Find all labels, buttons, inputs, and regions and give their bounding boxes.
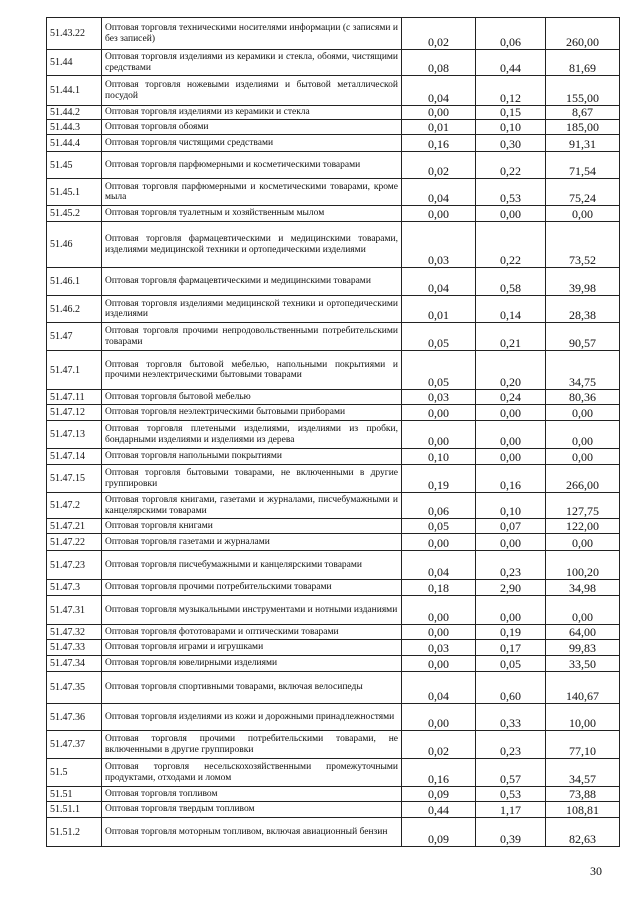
table-row xyxy=(47,787,620,802)
table-row xyxy=(47,323,620,351)
row-value-3: 71,54 xyxy=(546,152,620,179)
table-row xyxy=(47,818,620,847)
row-value-3: 108,81 xyxy=(546,802,620,818)
row-code: 51.47.11 xyxy=(47,390,102,405)
row-value-1: 0,03 xyxy=(402,222,476,268)
row-name: Оптовая торговля спортивными товарами, включая велосипеды xyxy=(102,672,402,704)
row-code: 51.47.15 xyxy=(47,465,102,493)
row-value-3: 99,83 xyxy=(546,640,620,656)
row-value-3: 82,63 xyxy=(546,818,620,847)
row-code: 51.45.2 xyxy=(47,206,102,222)
table-row xyxy=(47,135,620,152)
row-value-2: 0,12 xyxy=(476,76,546,106)
table-row xyxy=(47,493,620,519)
row-value-1: 0,04 xyxy=(402,76,476,106)
row-name: Оптовая торговля ювелирными изделиями xyxy=(102,656,402,672)
row-code: 51.5 xyxy=(47,759,102,787)
row-value-3: 155,00 xyxy=(546,76,620,106)
page-number: 30 xyxy=(590,864,602,878)
row-code: 51.47.33 xyxy=(47,640,102,656)
row-value-3: 0,00 xyxy=(546,405,620,421)
row-code: 51.47.37 xyxy=(47,731,102,759)
row-value-3: 33,50 xyxy=(546,656,620,672)
row-name: Оптовая торговля обоями xyxy=(102,120,402,135)
row-value-1: 0,09 xyxy=(402,787,476,802)
table-row xyxy=(47,76,620,106)
row-code: 51.51.2 xyxy=(47,818,102,847)
row-value-1: 0,04 xyxy=(402,179,476,206)
table-row xyxy=(47,449,620,465)
row-value-3: 80,36 xyxy=(546,390,620,405)
row-value-2: 0,15 xyxy=(476,106,546,120)
row-code: 51.44.4 xyxy=(47,135,102,152)
row-value-3: 0,00 xyxy=(546,534,620,551)
row-value-2: 0,60 xyxy=(476,672,546,704)
row-value-3: 127,75 xyxy=(546,493,620,519)
row-value-2: 0,14 xyxy=(476,296,546,323)
table-row xyxy=(47,421,620,449)
table-row xyxy=(47,206,620,222)
row-value-3: 34,57 xyxy=(546,759,620,787)
row-value-1: 0,08 xyxy=(402,50,476,76)
table-row xyxy=(47,18,620,50)
row-value-2: 0,00 xyxy=(476,421,546,449)
row-code: 51.44.1 xyxy=(47,76,102,106)
row-value-1: 0,18 xyxy=(402,580,476,596)
row-name: Оптовая торговля ножевыми изделиями и бытовой металлической посудой xyxy=(102,76,402,106)
row-value-3: 0,00 xyxy=(546,206,620,222)
row-name: Оптовая торговля фармацевтическими и медицинскими товарами, изделиями медицинской техники и ортопедическими изделиями xyxy=(102,222,402,268)
table-row xyxy=(47,405,620,421)
row-value-3: 75,24 xyxy=(546,179,620,206)
row-value-1: 0,16 xyxy=(402,759,476,787)
row-name: Оптовая торговля парфюмерными и косметическими товарами xyxy=(102,152,402,179)
row-code: 51.47.36 xyxy=(47,704,102,731)
row-value-2: 0,19 xyxy=(476,625,546,640)
row-value-3: 266,00 xyxy=(546,465,620,493)
row-value-2: 0,53 xyxy=(476,179,546,206)
table-row xyxy=(47,152,620,179)
row-value-2: 0,00 xyxy=(476,534,546,551)
row-value-1: 0,06 xyxy=(402,493,476,519)
row-code: 51.51 xyxy=(47,787,102,802)
row-code: 51.47.13 xyxy=(47,421,102,449)
row-name: Оптовая торговля чистящими средствами xyxy=(102,135,402,152)
table-row xyxy=(47,656,620,672)
row-code: 51.47.1 xyxy=(47,351,102,390)
row-value-2: 0,00 xyxy=(476,449,546,465)
row-value-3: 185,00 xyxy=(546,120,620,135)
row-value-2: 0,00 xyxy=(476,405,546,421)
row-value-1: 0,03 xyxy=(402,390,476,405)
row-value-3: 122,00 xyxy=(546,519,620,534)
row-value-3: 10,00 xyxy=(546,704,620,731)
row-value-2: 0,30 xyxy=(476,135,546,152)
row-value-1: 0,00 xyxy=(402,704,476,731)
row-code: 51.44.3 xyxy=(47,120,102,135)
row-name: Оптовая торговля прочими непродовольственными потребительскими товарами xyxy=(102,323,402,351)
row-value-3: 90,57 xyxy=(546,323,620,351)
row-value-2: 0,23 xyxy=(476,551,546,580)
row-name: Оптовая торговля неэлектрическими бытовыми приборами xyxy=(102,405,402,421)
row-name: Оптовая торговля фармацевтическими и медицинскими товарами xyxy=(102,268,402,296)
row-name: Оптовая торговля бытовыми товарами, не включенными в другие группировки xyxy=(102,465,402,493)
row-value-1: 0,04 xyxy=(402,551,476,580)
row-name: Оптовая торговля моторным топливом, включая авиационный бензин xyxy=(102,818,402,847)
table-row xyxy=(47,519,620,534)
table-row xyxy=(47,296,620,323)
table-row xyxy=(47,120,620,135)
row-value-2: 0,22 xyxy=(476,152,546,179)
table-row xyxy=(47,465,620,493)
row-value-2: 0,23 xyxy=(476,731,546,759)
row-value-1: 0,00 xyxy=(402,656,476,672)
table-row xyxy=(47,106,620,120)
row-name: Оптовая торговля твердым топливом xyxy=(102,802,402,818)
table-row xyxy=(47,759,620,787)
row-name: Оптовая торговля изделиями из кожи и дорожными принадлежностями xyxy=(102,704,402,731)
table-row xyxy=(47,390,620,405)
row-value-1: 0,03 xyxy=(402,640,476,656)
row-value-1: 0,05 xyxy=(402,323,476,351)
row-value-3: 34,75 xyxy=(546,351,620,390)
row-value-1: 0,05 xyxy=(402,351,476,390)
row-value-2: 0,53 xyxy=(476,787,546,802)
row-value-1: 0,04 xyxy=(402,672,476,704)
row-code: 51.47.31 xyxy=(47,596,102,625)
row-value-1: 0,02 xyxy=(402,152,476,179)
row-name: Оптовая торговля прочими потребительскими товарами, не включенными в другие группировки xyxy=(102,731,402,759)
row-value-1: 0,09 xyxy=(402,818,476,847)
row-value-3: 39,98 xyxy=(546,268,620,296)
row-code: 51.46 xyxy=(47,222,102,268)
row-name: Оптовая торговля играми и игрушками xyxy=(102,640,402,656)
table-row xyxy=(47,580,620,596)
row-name: Оптовая торговля бытовой мебелью xyxy=(102,390,402,405)
row-code: 51.45.1 xyxy=(47,179,102,206)
row-value-1: 0,01 xyxy=(402,120,476,135)
table-row xyxy=(47,802,620,818)
row-value-3: 140,67 xyxy=(546,672,620,704)
row-value-3: 34,98 xyxy=(546,580,620,596)
row-value-1: 0,00 xyxy=(402,534,476,551)
row-value-1: 0,00 xyxy=(402,206,476,222)
row-code: 51.47.32 xyxy=(47,625,102,640)
row-name: Оптовая торговля писчебумажными и канцелярскими товарами xyxy=(102,551,402,580)
row-value-2: 0,16 xyxy=(476,465,546,493)
row-value-1: 0,01 xyxy=(402,296,476,323)
row-value-1: 0,00 xyxy=(402,625,476,640)
row-value-3: 28,38 xyxy=(546,296,620,323)
row-value-2: 0,33 xyxy=(476,704,546,731)
table-row xyxy=(47,704,620,731)
row-code: 51.47.2 xyxy=(47,493,102,519)
row-code: 51.44 xyxy=(47,50,102,76)
row-value-1: 0,04 xyxy=(402,268,476,296)
row-name: Оптовая торговля книгами xyxy=(102,519,402,534)
row-code: 51.46.1 xyxy=(47,268,102,296)
table-row xyxy=(47,640,620,656)
okved-table xyxy=(46,17,620,847)
table-row xyxy=(47,625,620,640)
row-name: Оптовая торговля фототоварами и оптическими товарами xyxy=(102,625,402,640)
row-value-1: 0,16 xyxy=(402,135,476,152)
row-name: Оптовая торговля изделиями из керамики и стекла, обоями, чистящими средствами xyxy=(102,50,402,76)
row-code: 51.47.21 xyxy=(47,519,102,534)
table-row xyxy=(47,534,620,551)
row-value-2: 0,39 xyxy=(476,818,546,847)
row-code: 51.51.1 xyxy=(47,802,102,818)
table-row xyxy=(47,596,620,625)
row-code: 51.47 xyxy=(47,323,102,351)
row-value-3: 64,00 xyxy=(546,625,620,640)
row-name: Оптовая торговля техническими носителями информации (с записями и без записей) xyxy=(102,18,402,50)
table-row xyxy=(47,551,620,580)
row-value-2: 0,22 xyxy=(476,222,546,268)
row-value-2: 2,90 xyxy=(476,580,546,596)
row-value-1: 0,00 xyxy=(402,421,476,449)
row-name: Оптовая торговля прочими потребительскими товарами xyxy=(102,580,402,596)
row-value-3: 91,31 xyxy=(546,135,620,152)
row-name: Оптовая торговля изделиями медицинской техники и ортопедическими изделиями xyxy=(102,296,402,323)
row-value-1: 0,00 xyxy=(402,405,476,421)
row-value-2: 0,06 xyxy=(476,18,546,50)
row-code: 51.43.22 xyxy=(47,18,102,50)
row-value-2: 0,10 xyxy=(476,120,546,135)
row-value-3: 100,20 xyxy=(546,551,620,580)
row-value-3: 73,88 xyxy=(546,787,620,802)
row-code: 51.47.14 xyxy=(47,449,102,465)
table-row xyxy=(47,672,620,704)
row-name: Оптовая торговля несельскохозяйственными промежуточными продуктами, отходами и ломом xyxy=(102,759,402,787)
row-value-1: 0,00 xyxy=(402,106,476,120)
row-value-1: 0,00 xyxy=(402,596,476,625)
row-value-3: 260,00 xyxy=(546,18,620,50)
row-value-2: 0,21 xyxy=(476,323,546,351)
row-code: 51.47.23 xyxy=(47,551,102,580)
row-value-3: 0,00 xyxy=(546,421,620,449)
row-code: 51.47.35 xyxy=(47,672,102,704)
row-value-1: 0,02 xyxy=(402,731,476,759)
row-code: 51.47.22 xyxy=(47,534,102,551)
row-value-2: 0,07 xyxy=(476,519,546,534)
row-value-3: 8,67 xyxy=(546,106,620,120)
row-code: 51.47.3 xyxy=(47,580,102,596)
row-name: Оптовая торговля газетами и журналами xyxy=(102,534,402,551)
table-row xyxy=(47,731,620,759)
row-value-2: 0,00 xyxy=(476,596,546,625)
row-name: Оптовая торговля туалетным и хозяйственным мылом xyxy=(102,206,402,222)
row-value-3: 81,69 xyxy=(546,50,620,76)
row-name: Оптовая торговля изделиями из керамики и стекла xyxy=(102,106,402,120)
row-code: 51.46.2 xyxy=(47,296,102,323)
row-value-3: 0,00 xyxy=(546,596,620,625)
table-body xyxy=(47,18,620,847)
row-value-2: 1,17 xyxy=(476,802,546,818)
row-value-1: 0,05 xyxy=(402,519,476,534)
row-value-3: 77,10 xyxy=(546,731,620,759)
row-name: Оптовая торговля бытовой мебелью, напольными покрытиями и прочими неэлектрическими бытовыми товарами xyxy=(102,351,402,390)
row-code: 51.44.2 xyxy=(47,106,102,120)
row-value-3: 0,00 xyxy=(546,449,620,465)
row-value-3: 73,52 xyxy=(546,222,620,268)
row-value-2: 0,24 xyxy=(476,390,546,405)
row-value-2: 0,00 xyxy=(476,206,546,222)
row-name: Оптовая торговля плетеными изделиями, изделиями из пробки, бондарными изделиями и изделиями из дерева xyxy=(102,421,402,449)
row-name: Оптовая торговля топливом xyxy=(102,787,402,802)
table-row xyxy=(47,50,620,76)
table-row xyxy=(47,351,620,390)
row-value-1: 0,10 xyxy=(402,449,476,465)
row-value-2: 0,20 xyxy=(476,351,546,390)
row-code: 51.47.12 xyxy=(47,405,102,421)
row-value-2: 0,58 xyxy=(476,268,546,296)
row-value-2: 0,44 xyxy=(476,50,546,76)
row-value-2: 0,17 xyxy=(476,640,546,656)
row-value-2: 0,05 xyxy=(476,656,546,672)
row-value-1: 0,02 xyxy=(402,18,476,50)
row-name: Оптовая торговля парфюмерными и косметическими товарами, кроме мыла xyxy=(102,179,402,206)
row-name: Оптовая торговля книгами, газетами и журналами, писчебумажными и канцелярскими товарами xyxy=(102,493,402,519)
table-row xyxy=(47,268,620,296)
row-code: 51.47.34 xyxy=(47,656,102,672)
row-value-2: 0,10 xyxy=(476,493,546,519)
row-code: 51.45 xyxy=(47,152,102,179)
row-name: Оптовая торговля музыкальными инструментами и нотными изданиями xyxy=(102,596,402,625)
row-value-1: 0,44 xyxy=(402,802,476,818)
row-value-1: 0,19 xyxy=(402,465,476,493)
row-name: Оптовая торговля напольными покрытиями xyxy=(102,449,402,465)
table-row xyxy=(47,222,620,268)
table-row xyxy=(47,179,620,206)
row-value-2: 0,57 xyxy=(476,759,546,787)
